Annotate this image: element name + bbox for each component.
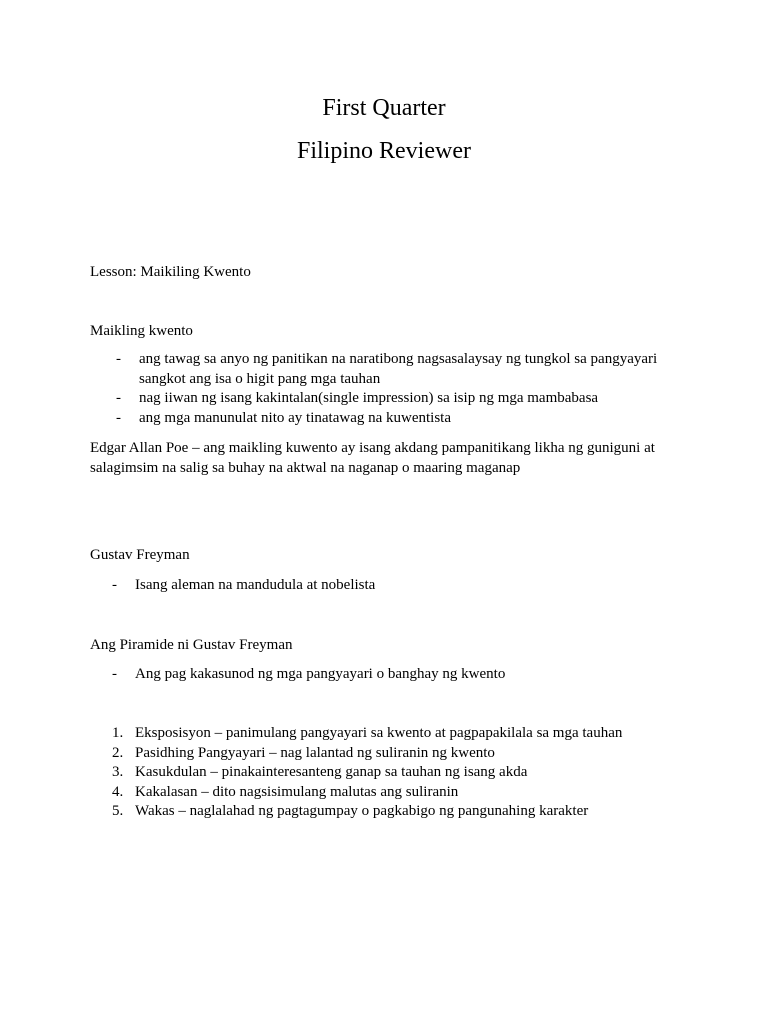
- section-heading-gustav-freyman: Gustav Freyman: [90, 547, 190, 563]
- list-item: ang tawag sa anyo ng panitikan na naratibong nagsasalaysay ng tungkol sa pangyayari sangkot ang isa o higit pang mga tauhan: [139, 351, 658, 387]
- list-number: 1.: [112, 725, 124, 741]
- list-item: Kasukdulan – pinakainteresanteng ganap sa tauhan ng isang akda: [135, 764, 528, 780]
- list-number: 3.: [112, 764, 124, 780]
- poe-definition: Edgar Allan Poe – ang maikling kuwento ay isang akdang pampanitikang likha ng guniguni at salagimsim na salig sa buhay na aktwal na naganap o maaring maganap: [90, 440, 655, 476]
- bullet-dash: -: [116, 351, 121, 367]
- document-title-line1: First Quarter: [322, 95, 446, 121]
- list-item: ang mga manunulat nito ay tinatawag na kuwentista: [139, 409, 451, 426]
- list-item: Wakas – naglalahad ng pagtagumpay o pagkabigo ng pangunahing karakter: [135, 803, 589, 819]
- bullet-dash: -: [116, 409, 121, 426]
- list-item: Ang pag kakasunod ng mga pangyayari o banghay ng kwento: [135, 666, 506, 682]
- bullet-dash: -: [112, 577, 117, 593]
- list-item: Pasidhing Pangyayari – nag lalantad ng suliranin ng kwento: [135, 744, 495, 761]
- bullet-dash: -: [112, 666, 117, 682]
- list-number: 2.: [112, 744, 124, 761]
- list-number: 4.: [112, 783, 124, 800]
- section-heading-piramide: Ang Piramide ni Gustav Freyman: [90, 637, 293, 653]
- list-number: 5.: [112, 803, 124, 819]
- list-item: Eksposisyon – panimulang pangyayari sa kwento at pagpapakilala sa mga tauhan: [135, 725, 623, 741]
- list-item: Isang aleman na mandudula at nobelista: [135, 577, 376, 593]
- list-item: Kakalasan – dito nagsisimulang malutas ang suliranin: [135, 783, 459, 800]
- section-heading-maikling-kwento: Maikling kwento: [90, 323, 193, 339]
- bullet-dash: -: [116, 390, 121, 406]
- list-item: nag iiwan ng isang kakintalan(single impression) sa isip ng mga mambabasa: [139, 390, 599, 406]
- document-title-line2: Filipino Reviewer: [297, 138, 471, 164]
- lesson-heading: Lesson: Maikiling Kwento: [90, 264, 251, 280]
